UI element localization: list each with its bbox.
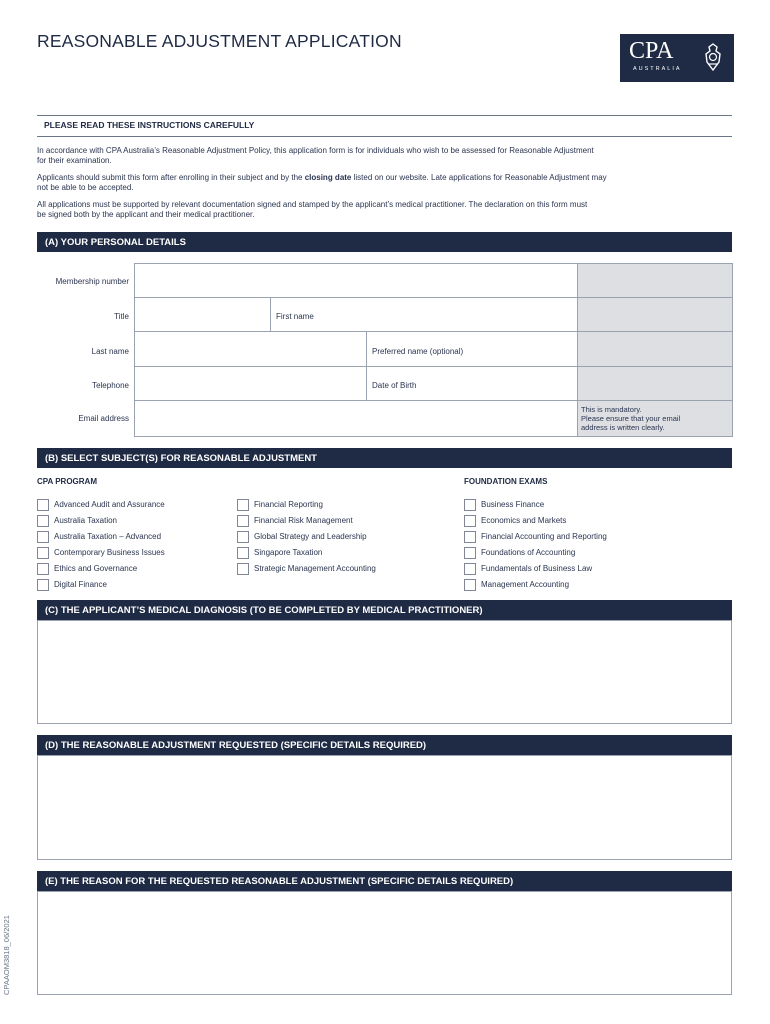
section-d-title: (D) THE REASONABLE ADJUSTMENT REQUESTED (SPECIFIC DETAILS REQUIRED) bbox=[45, 740, 427, 751]
subject-checkbox[interactable] bbox=[464, 563, 476, 575]
subject-checkbox[interactable] bbox=[37, 531, 49, 543]
subject-label: Global Strategy and Leadership bbox=[254, 532, 367, 542]
para-line: All applications must be supported by relevant documentation signed and stamped by the applicant’s medical practitioner. The declaration on this form must bbox=[37, 200, 588, 209]
section-e-header bbox=[37, 871, 732, 891]
dob-side-cell bbox=[577, 366, 733, 402]
telephone-input[interactable] bbox=[134, 366, 368, 402]
para-line bbox=[37, 173, 727, 183]
telephone-label: Telephone bbox=[92, 381, 129, 390]
subject-checkbox[interactable] bbox=[37, 499, 49, 511]
subject-label: Strategic Management Accounting bbox=[254, 564, 376, 574]
first-name-label: First name bbox=[276, 312, 314, 321]
title-label: Title bbox=[114, 312, 129, 321]
subject-checkbox[interactable] bbox=[464, 515, 476, 527]
section-b-title: (B) SELECT SUBJECT(S) FOR REASONABLE ADJUSTMENT bbox=[45, 453, 317, 464]
subject-checkbox[interactable] bbox=[464, 499, 476, 511]
subject-label: Ethics and Governance bbox=[54, 564, 138, 574]
subject-checkbox[interactable] bbox=[237, 563, 249, 575]
subject-option[interactable] bbox=[37, 576, 107, 594]
logo-subtext: AUSTRALIA bbox=[633, 66, 682, 72]
email-note-cell bbox=[577, 400, 733, 437]
first-name-input[interactable] bbox=[270, 297, 579, 333]
subject-checkbox[interactable] bbox=[237, 547, 249, 559]
subject-label: Australia Taxation – Advanced bbox=[54, 532, 162, 542]
medical-diagnosis-textarea[interactable] bbox=[37, 620, 732, 724]
para-line: for their examination. bbox=[37, 156, 112, 165]
instructions-paragraph-1 bbox=[37, 146, 727, 166]
preferred-side-cell bbox=[577, 331, 733, 368]
para-text: listed on our website. Late applications for Reasonable Adjustment may bbox=[351, 173, 607, 182]
instructions-paragraph-2 bbox=[37, 173, 727, 193]
section-e-title: (E) THE REASON FOR THE REQUESTED REASONABLE ADJUSTMENT (SPECIFIC DETAILS REQUIRED) bbox=[45, 876, 514, 887]
para-line: be signed both by the applicant and their medical practitioner. bbox=[37, 210, 255, 219]
cpa-australia-logo bbox=[620, 34, 734, 82]
form-code: CPAAOM3818_06/2021 bbox=[2, 915, 11, 995]
section-c-title: (C) THE APPLICANT’S MEDICAL DIAGNOSIS (TO BE COMPLETED BY MEDICAL PRACTITIONER) bbox=[45, 605, 483, 616]
subject-label: Financial Accounting and Reporting bbox=[481, 532, 607, 542]
section-a-title: (A) YOUR PERSONAL DETAILS bbox=[45, 237, 186, 248]
membership-number-input[interactable] bbox=[134, 263, 579, 299]
date-of-birth-input[interactable] bbox=[366, 366, 579, 402]
subject-checkbox[interactable] bbox=[237, 499, 249, 511]
crest-icon bbox=[701, 42, 725, 74]
cpa-program-heading: CPA PROGRAM bbox=[37, 477, 97, 486]
section-b-header bbox=[37, 448, 732, 468]
subject-checkbox[interactable] bbox=[464, 531, 476, 543]
email-address-label: Email address bbox=[78, 414, 129, 423]
subject-checkbox[interactable] bbox=[37, 515, 49, 527]
section-d-header bbox=[37, 735, 732, 755]
last-name-input[interactable] bbox=[134, 331, 368, 368]
instructions-header bbox=[37, 115, 732, 137]
email-note-line: Please ensure that your email bbox=[581, 414, 681, 423]
subject-checkbox[interactable] bbox=[37, 563, 49, 575]
email-mandatory-note bbox=[581, 405, 680, 432]
subject-label: Singapore Taxation bbox=[254, 548, 323, 558]
instructions-heading: PLEASE READ THESE INSTRUCTIONS CAREFULLY bbox=[44, 120, 255, 130]
section-c-header bbox=[37, 600, 732, 620]
subject-checkbox[interactable] bbox=[464, 579, 476, 591]
subject-checkbox[interactable] bbox=[464, 547, 476, 559]
title-input[interactable] bbox=[134, 297, 272, 333]
preferred-name-label: Preferred name (optional) bbox=[372, 347, 464, 356]
subject-label: Australia Taxation bbox=[54, 516, 117, 526]
subject-label: Fundamentals of Business Law bbox=[481, 564, 593, 574]
subject-option[interactable] bbox=[464, 576, 569, 594]
page-title: REASONABLE ADJUSTMENT APPLICATION bbox=[37, 31, 402, 51]
email-address-input[interactable] bbox=[134, 400, 579, 437]
subject-checkbox[interactable] bbox=[237, 531, 249, 543]
adjustment-requested-textarea[interactable] bbox=[37, 755, 732, 860]
date-of-birth-label: Date of Birth bbox=[372, 381, 417, 390]
subject-label: Financial Reporting bbox=[254, 500, 323, 510]
subject-checkbox[interactable] bbox=[237, 515, 249, 527]
section-a-header bbox=[37, 232, 732, 252]
foundation-exams-heading: FOUNDATION EXAMS bbox=[464, 477, 548, 486]
subject-label: Business Finance bbox=[481, 500, 545, 510]
first-name-side-cell bbox=[577, 297, 733, 333]
email-note-line: This is mandatory. bbox=[581, 405, 642, 414]
membership-side-cell bbox=[577, 263, 733, 299]
instructions-paragraph-3 bbox=[37, 200, 727, 220]
membership-number-label: Membership number bbox=[55, 277, 129, 286]
subject-checkbox[interactable] bbox=[37, 579, 49, 591]
last-name-label: Last name bbox=[91, 347, 129, 356]
subject-option[interactable] bbox=[237, 560, 376, 578]
subject-checkbox[interactable] bbox=[37, 547, 49, 559]
para-line: In accordance with CPA Australia’s Reasonable Adjustment Policy, this application form is for individuals who wish to be assessed for Reasonable Adjustment bbox=[37, 146, 594, 155]
subject-label: Financial Risk Management bbox=[254, 516, 353, 526]
subject-label: Advanced Audit and Assurance bbox=[54, 500, 165, 510]
adjustment-reason-textarea[interactable] bbox=[37, 891, 732, 995]
closing-date-emphasis: closing date bbox=[304, 173, 352, 182]
preferred-name-input[interactable] bbox=[366, 331, 579, 368]
email-note-line: address is written clearly. bbox=[581, 423, 665, 432]
subject-label: Contemporary Business Issues bbox=[54, 548, 165, 558]
logo-text: CPA bbox=[629, 38, 674, 64]
subject-label: Management Accounting bbox=[481, 580, 570, 590]
para-line: not be able to be accepted. bbox=[37, 183, 134, 192]
subject-label: Economics and Markets bbox=[481, 516, 567, 526]
subject-label: Digital Finance bbox=[54, 580, 107, 590]
subject-label: Foundations of Accounting bbox=[481, 548, 576, 558]
para-text: Applicants should submit this form after enrolling in their subject and by the bbox=[37, 173, 305, 182]
